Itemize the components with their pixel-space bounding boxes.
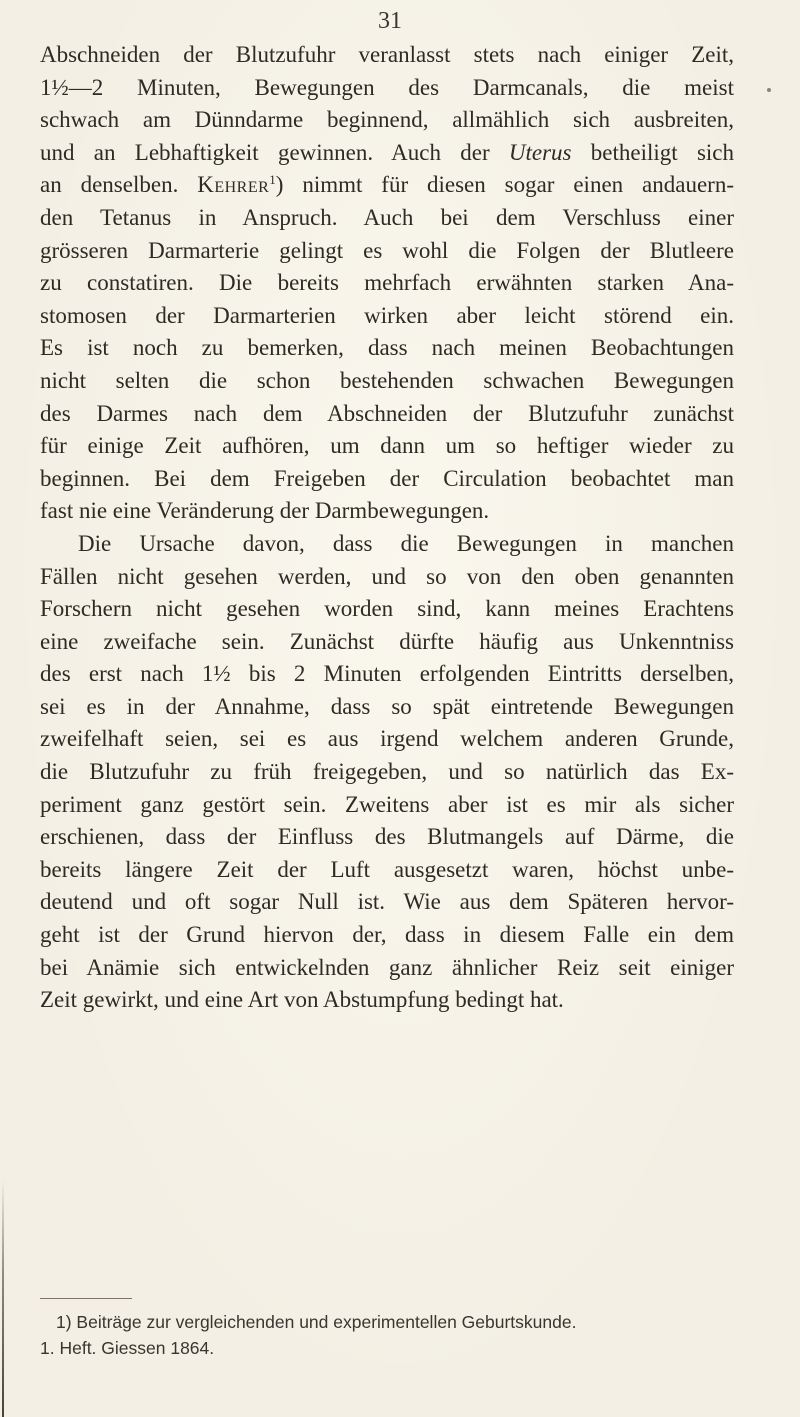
text-line: bei Anämie sich entwickelnden ganz ähnlicher Reiz seit einiger [40,954,734,980]
text-line: zweifelhaft seien, sei es aus irgend welchem anderen Grunde, [40,726,734,752]
footnote-divider [40,1298,132,1299]
italic-term: Uterus [508,139,572,165]
text-line: stomosen der Darmarterien wirken aber leicht störend ein. [40,302,734,328]
text-segment: und an Lebhaftigkeit gewinnen. Auch der [40,139,509,165]
text-line: eine zweifache sein. Zunächst dürfte häufig aus Unkenntniss [40,628,734,654]
text-line: Die Ursache davon, dass die Bewegungen in manchen [78,530,734,556]
text-line: deutend und oft sogar Null ist. Wie aus dem Späteren hervor- [40,889,734,915]
footnote-line: 1) Beiträge zur vergleichenden und experimentellen Geburtskunde. [56,1312,577,1332]
text-line: den Tetanus in Anspruch. Auch bei dem Verschluss einer [40,204,734,230]
text-line: grösseren Darmarterie gelingt es wohl die Folgen der Blutleere [40,237,734,263]
text-line-uterus [40,137,734,170]
footnote-reference[interactable]: 1 [269,172,276,188]
text-line: periment ganz gestört sein. Zweitens aber ist es mir als sicher [40,791,734,817]
text-line: 1½—2 Minuten, Bewegungen des Darmcanals, die meist [40,74,734,100]
text-line: geht ist der Grund hiervon der, dass in diesem Falle ein dem [40,922,734,948]
text-line: schwach am Dünndarme beginnend, allmählich sich ausbreiten, [40,107,734,133]
body-text [40,39,734,1017]
text-segment: an denselben. [40,172,198,198]
text-line: fast nie eine Veränderung der Darmbewegungen. [40,498,490,524]
text-line: beginnen. Bei dem Freigeben der Circulation beobachtet man [40,465,734,491]
margin-dot [767,88,771,92]
text-line: für einige Zeit aufhören, um dann um so heftiger wieder zu [40,433,734,459]
text-line: bereits längere Zeit der Luft ausgesetzt waren, höchst unbe- [40,856,734,882]
text-line: Zeit gewirkt, und eine Art von Abstumpfung bedingt hat. [40,987,564,1013]
text-line-kehrer [40,169,734,202]
text-line: Abschneiden der Blutzufuhr veranlasst stets nach einiger Zeit, [40,42,734,67]
author-name: Kehrer [197,172,270,198]
text-line: des Darmes nach dem Abschneiden der Blutzufuhr zunächst [40,400,734,426]
text-line: die Blutzufuhr zu früh freigegeben, und so natürlich das Ex- [40,759,734,785]
footnotes [40,1309,740,1361]
text-line: sei es in der Annahme, dass so spät eintretende Bewegungen [40,693,734,719]
text-line: des erst nach 1½ bis 2 Minuten erfolgenden Eintritts derselben, [40,661,734,687]
text-segment: betheiligt sich [571,139,734,165]
binding-shadow [2,1180,4,1417]
text-line: Es ist noch zu bemerken, dass nach meinen Beobachtungen [40,335,734,361]
footnote-line: 1. Heft. Giessen 1864. [40,1338,215,1358]
text-line: zu constatiren. Die bereits mehrfach erwähnten starken Ana- [40,270,734,296]
text-line: nicht selten die schon bestehenden schwachen Bewegungen [40,367,734,393]
text-segment: ) nimmt für diesen sogar einen andauern- [275,172,734,198]
text-line: Forschern nicht gesehen worden sind, kann meines Erachtens [40,596,734,622]
text-line: Fällen nicht gesehen werden, und so von den oben genannten [40,563,734,589]
page-number: 31 [378,8,402,34]
text-line: erschienen, dass der Einfluss des Blutmangels auf Därme, die [40,824,734,850]
